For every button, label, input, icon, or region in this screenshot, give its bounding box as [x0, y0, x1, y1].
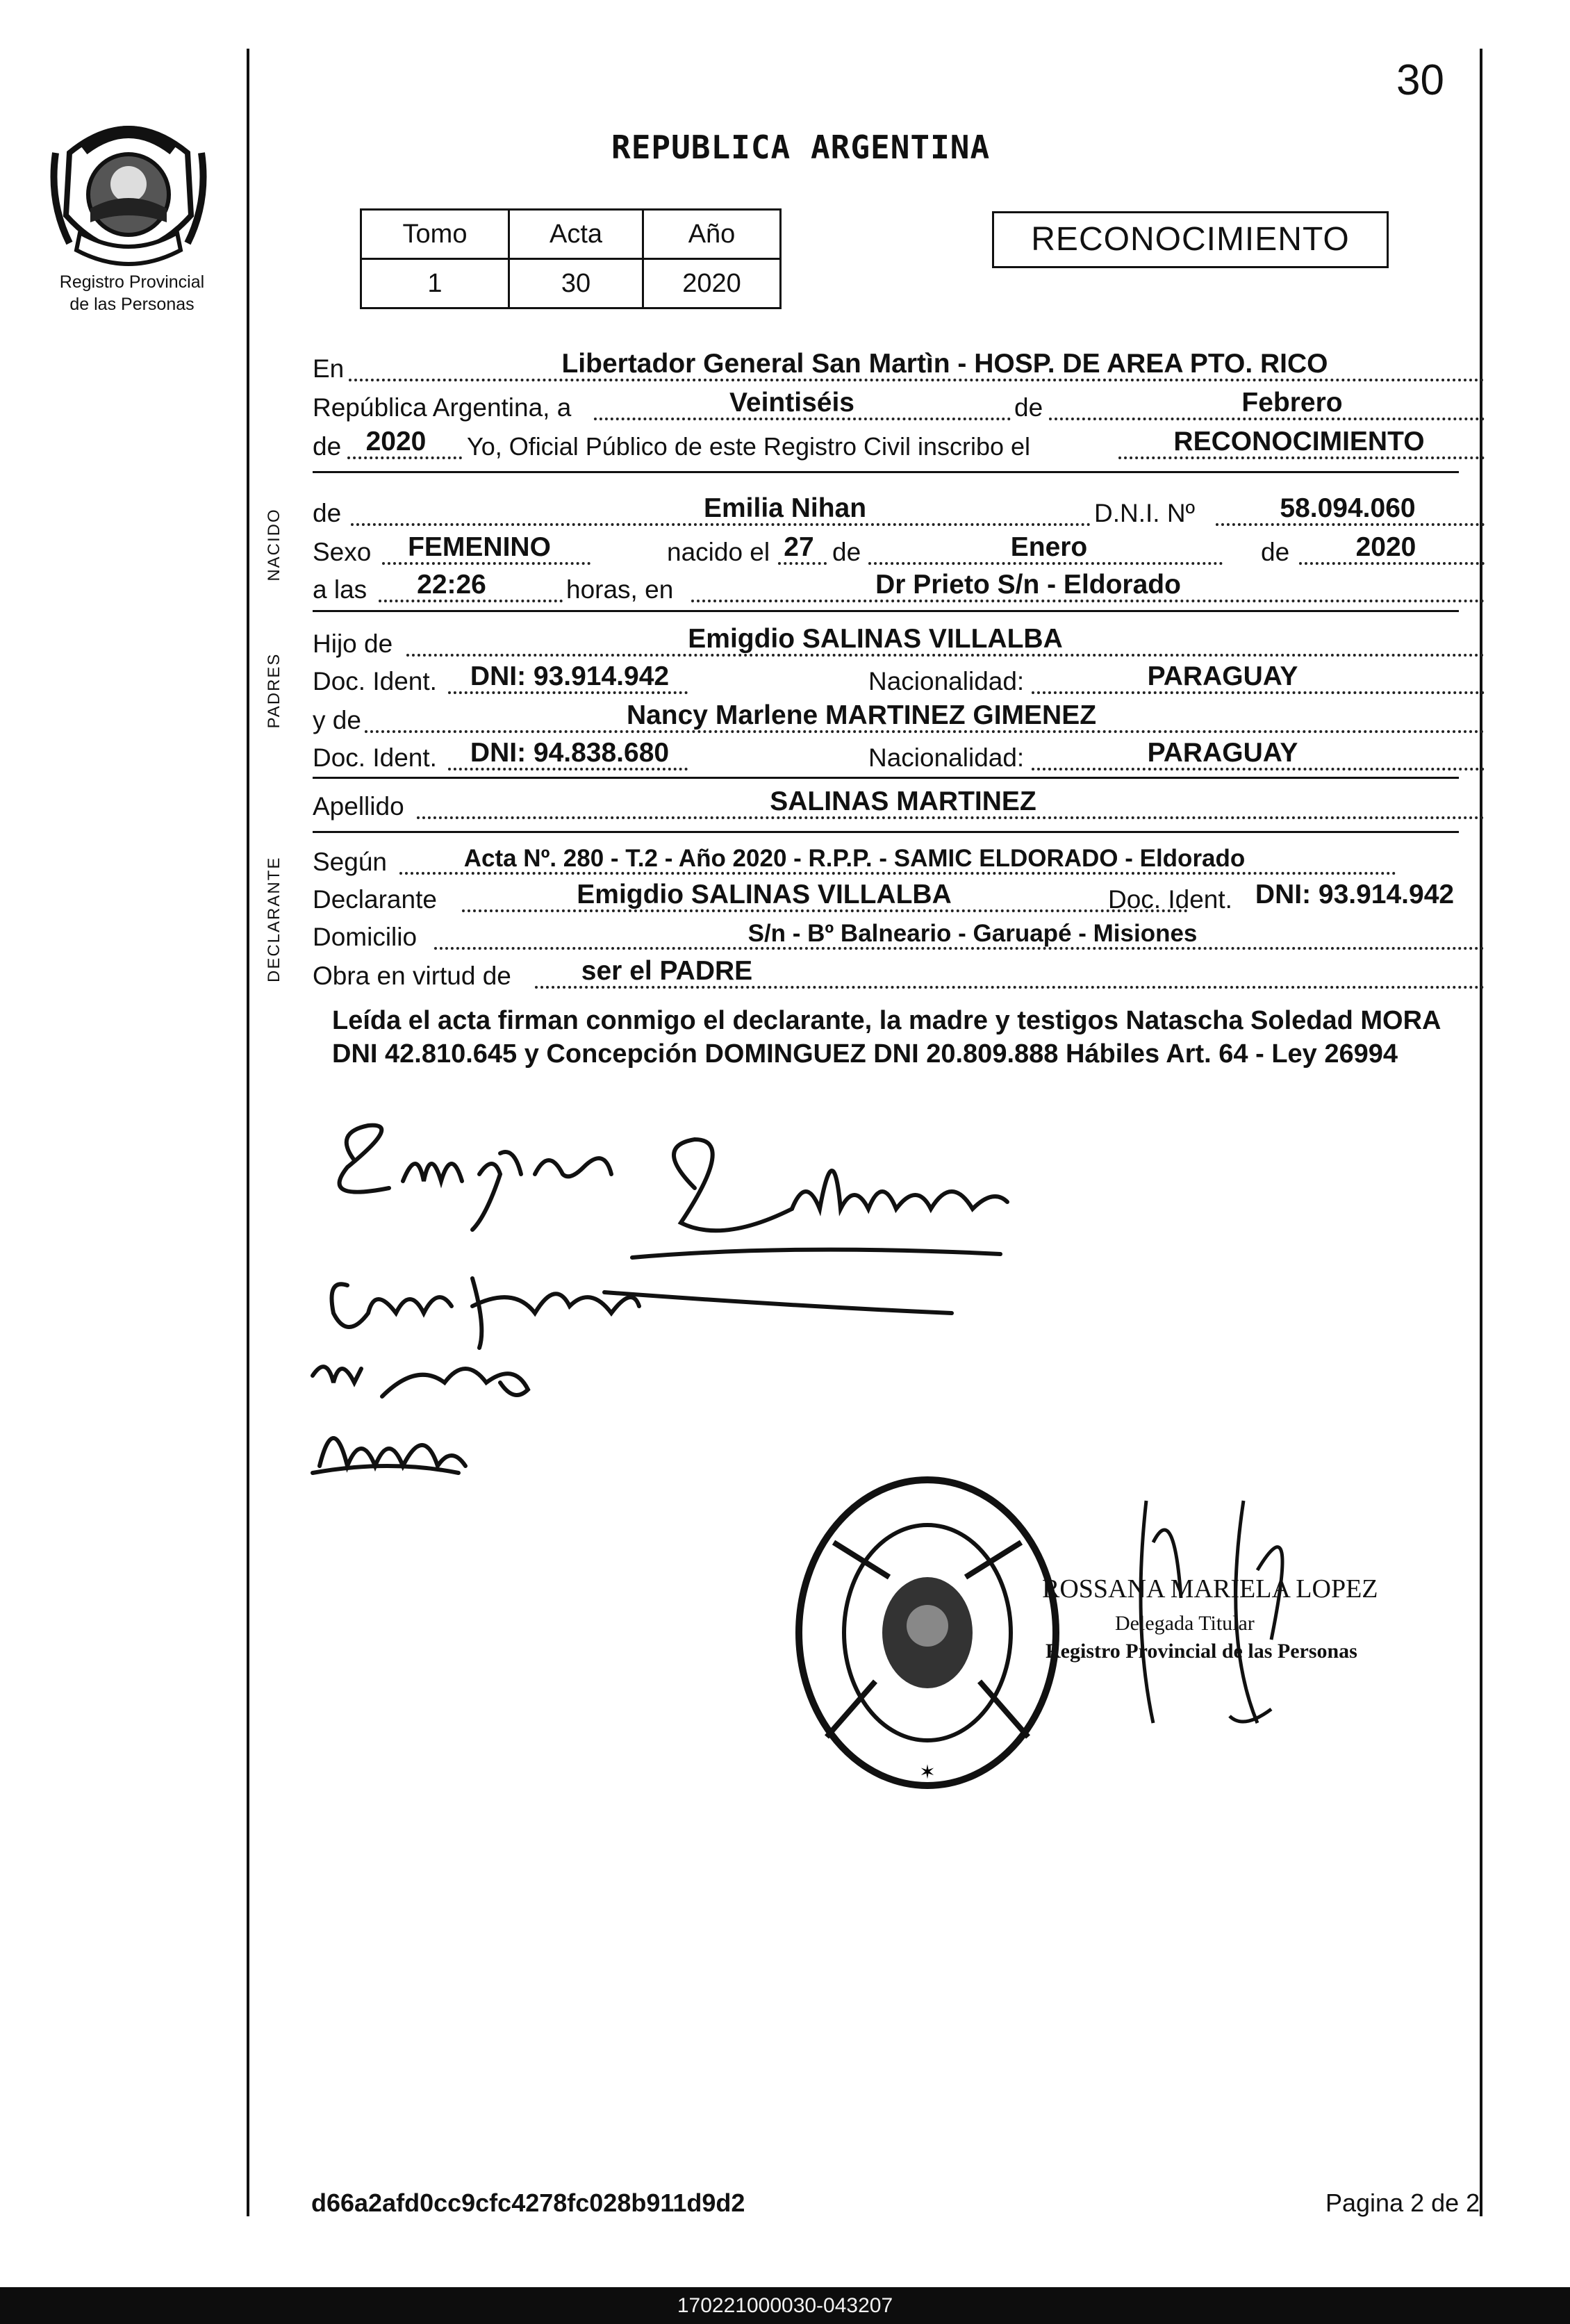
de2-label: de — [313, 432, 342, 461]
official-name: ROSSANA MARIELA LOPEZ — [1042, 1574, 1378, 1604]
y-de-label: y de — [313, 706, 361, 734]
row-father-doc — [313, 660, 1452, 700]
row-surname — [313, 785, 1452, 825]
value-tomo: 1 — [361, 259, 509, 308]
de4-label: de — [832, 538, 861, 566]
row-place — [313, 347, 1452, 388]
signatures-image — [306, 1105, 1070, 1522]
registry-name — [28, 271, 236, 315]
father-name: Emigdio SALINAS VILLALBA — [688, 624, 1063, 654]
closing-statement: Leída el acta firman conmigo el declarante, la madre y testigos Natascha Soledad MORA DNI 42.810.645 y Concepción DOMINGUEZ DNI 20.809.888 Hábiles Art. 64 - Ley 26994 — [332, 1006, 1441, 1069]
row-obra — [313, 955, 1452, 995]
signature-witness-dominguez — [313, 1438, 465, 1473]
apellido-label: Apellido — [313, 792, 404, 821]
doc-ident-label: Doc. Ident. — [313, 667, 437, 695]
section-divider — [313, 610, 1459, 612]
province-crest-icon — [42, 111, 215, 278]
row-name — [313, 492, 1452, 532]
footer-barcode-text: 170221000030-043207 — [0, 2287, 1570, 2324]
page-number: 30 — [1396, 56, 1444, 104]
registration-day: Veintiséis — [729, 388, 854, 418]
header-acta: Acta — [509, 210, 643, 259]
page-counter: Pagina 2 de 2 — [1325, 2189, 1480, 2217]
father-nationality: PARAGUAY — [1147, 661, 1298, 691]
declarant-address: S/n - Bº Balneario - Garuapé - Misiones — [747, 920, 1198, 947]
row-sex-birth — [313, 531, 1452, 571]
header-tomo: Tomo — [361, 210, 509, 259]
official-office: Registro Provincial de las Personas — [1046, 1640, 1357, 1663]
section-label-padres: PADRES — [265, 652, 283, 729]
row-father — [313, 623, 1452, 663]
act-type-box: RECONOCIMIENTO — [992, 211, 1389, 268]
declarant-name: Emigdio SALINAS VILLALBA — [577, 880, 952, 909]
de5-label: de — [1261, 538, 1290, 566]
section-divider — [313, 471, 1459, 473]
nacionalidad2-label: Nacionalidad: — [868, 743, 1025, 772]
nacido-el-label: nacido el — [667, 538, 770, 566]
segun-reference: Acta Nº. 280 - T.2 - Año 2020 - R.P.P. - SAMIC ELDORADO - Eldorado — [463, 845, 1246, 872]
section-label-declarante: DECLARANTE — [265, 856, 283, 982]
signature-mother — [332, 1278, 952, 1348]
registry-name-line1: Registro Provincial — [59, 272, 205, 292]
declarant-doc: DNI: 93.914.942 — [1255, 880, 1455, 909]
section-divider — [313, 777, 1459, 779]
segun-label: Según — [313, 848, 387, 876]
child-dni: 58.094.060 — [1280, 493, 1416, 523]
mother-name: Nancy Marlene MARTINEZ GIMENEZ — [626, 700, 1097, 730]
birth-time: 22:26 — [417, 570, 486, 600]
doc-ident3-label: Doc. Ident. — [1108, 885, 1232, 914]
header-anio: Año — [643, 210, 781, 259]
child-sex: FEMENINO — [408, 532, 551, 562]
value-anio: 2020 — [643, 259, 781, 308]
inscription-type: RECONOCIMIENTO — [1173, 427, 1425, 456]
official-signature-block — [1035, 1487, 1424, 1737]
signature-witness-mora — [313, 1367, 528, 1396]
row-address — [313, 916, 1452, 956]
value-acta: 30 — [509, 259, 643, 308]
mother-nationality: PARAGUAY — [1147, 738, 1298, 768]
row-inscription — [313, 425, 1452, 465]
registration-year: 2020 — [365, 427, 427, 456]
declarante-label: Declarante — [313, 885, 437, 914]
registry-stamp — [792, 1473, 1063, 1793]
en-label: En — [313, 354, 345, 383]
obra-label: Obra en virtud de — [313, 962, 511, 990]
svg-text:✶: ✶ — [919, 1761, 936, 1783]
birth-day: 27 — [784, 532, 814, 562]
official-role: Delegada Titular — [1115, 1612, 1255, 1635]
page-title: REPUBLICA ARGENTINA — [611, 129, 991, 166]
record-table-header-row — [361, 210, 781, 259]
dni-label: D.N.I. Nº — [1094, 499, 1196, 527]
obra-value: ser el PADRE — [581, 956, 753, 986]
row-declarant — [313, 878, 1455, 918]
nacionalidad-label: Nacionalidad: — [868, 667, 1025, 695]
registry-name-line2: de las Personas — [69, 295, 195, 314]
republica-label: República Argentina, a — [313, 393, 572, 422]
sexo-label: Sexo — [313, 538, 372, 566]
record-table — [360, 208, 782, 309]
father-doc: DNI: 93.914.942 — [470, 661, 670, 691]
birth-year: 2020 — [1355, 532, 1416, 562]
mother-doc: DNI: 94.838.680 — [470, 738, 670, 768]
registration-place: Libertador General San Martìn - HOSP. DE AREA PTO. RICO — [561, 349, 1328, 379]
officer-statement: Yo, Oficial Público de este Registro Civil inscribo el — [467, 432, 1031, 461]
hijo-de-label: Hijo de — [313, 629, 393, 658]
left-margin-rule — [247, 49, 249, 2216]
domicilio-label: Domicilio — [313, 923, 418, 951]
birth-place: Dr Prieto S/n - Eldorado — [875, 570, 1181, 600]
child-name: Emilia Nihan — [703, 493, 867, 523]
row-time-place — [313, 568, 1452, 609]
horas-label: horas, en — [566, 575, 674, 604]
surname: SALINAS MARTINEZ — [770, 786, 1036, 816]
right-margin-rule — [1480, 49, 1482, 2216]
document-hash: d66a2afd0cc9cfc4278fc028b911d9d2 — [311, 2189, 745, 2217]
birth-month: Enero — [1010, 532, 1088, 562]
record-table-value-row — [361, 259, 781, 308]
row-segun — [313, 841, 1452, 881]
row-mother — [313, 699, 1452, 739]
row-mother-doc — [313, 736, 1452, 777]
doc-ident2-label: Doc. Ident. — [313, 743, 437, 772]
section-divider — [313, 831, 1459, 833]
signature-declarant — [340, 1126, 1007, 1258]
row-date — [313, 386, 1452, 427]
de-label: de — [1014, 393, 1043, 422]
section-label-nacido: NACIDO — [265, 508, 283, 582]
de3-label: de — [313, 499, 342, 527]
a-las-label: a las — [313, 575, 367, 604]
registration-month: Febrero — [1241, 388, 1343, 418]
